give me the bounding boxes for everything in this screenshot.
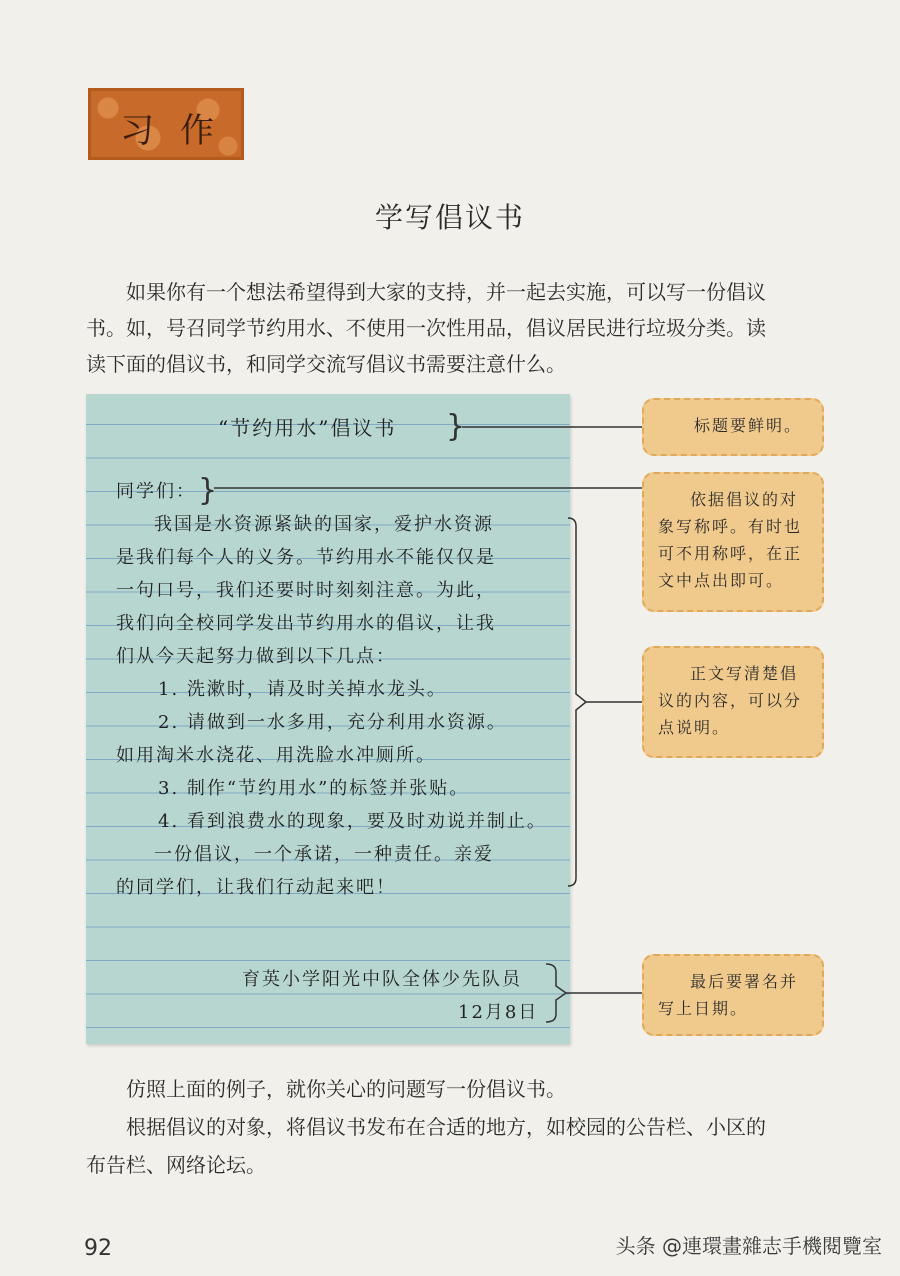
letter-body-line: 1. 洗漱时，请及时关掉水龙头。	[158, 679, 447, 700]
body-bracket	[568, 518, 586, 886]
salutation-bracket: }	[198, 473, 218, 508]
letter-body-line: 4. 看到浪费水的现象，要及时劝说并制止。	[158, 811, 547, 832]
letter-signature: 育英小学阳光中队全体少先队员	[242, 969, 522, 990]
letter-body-line: 们从今天起努力做到以下几点：	[116, 646, 396, 667]
section-badge-label: 习作	[120, 111, 240, 151]
title-bracket: }	[446, 409, 466, 444]
note-salutation: 依据倡议的对 象写称呼。有时也 可不用称呼，在正 文中点出即可。	[642, 472, 824, 612]
outro-paragraph-1: 仿照上面的例子，就你关心的问题写一份倡议书。	[126, 1077, 566, 1101]
intro-line-2: 书。如，号召同学节约用水、不使用一次性用品，倡议居民进行垃圾分类。读	[86, 316, 766, 340]
note-title: 标题要鲜明。	[642, 398, 824, 456]
note-body: 正文写清楚倡 议的内容，可以分 点说明。	[642, 646, 824, 758]
letter-body-line: 我国是水资源紧缺的国家，爱护水资源	[154, 514, 494, 535]
outro-paragraph-2: 根据倡议的对象，将倡议书发布在合适的地方，如校园的公告栏、小区的 布告栏、网络论坛。	[86, 1115, 766, 1177]
letter-date: 12月8日	[458, 1002, 539, 1023]
letter-body-line: 3. 制作“节约用水”的标签并张贴。	[158, 778, 470, 799]
page-title: 学写倡议书	[374, 201, 525, 234]
letter-body-line: 的同学们，让我们行动起来吧！	[116, 877, 396, 898]
letter-salutation: 同学们：	[116, 481, 196, 502]
letter-body-line: 一句口号，我们还要时时刻刻注意。为此，	[116, 580, 496, 601]
letter-body-line: 是我们每个人的义务。节约用水不能仅仅是	[116, 547, 496, 568]
letter-body-line: 一份倡议，一个承诺，一种责任。亲爱	[154, 844, 494, 865]
letter-body-line: 我们向全校同学发出节约用水的倡议，让我	[116, 613, 496, 634]
letter-body-line: 2. 请做到一水多用，充分利用水资源。	[158, 712, 507, 733]
letter-title: “节约用水”倡议书	[218, 416, 397, 440]
watermark: 头条 @連環畫雜志手機閱覽室	[615, 1234, 882, 1258]
intro-paragraph	[86, 274, 846, 382]
letter-body-line: 如用淘米水浇花、用洗脸水冲厕所。	[116, 745, 436, 766]
note-signature: 最后要署名并 写上日期。	[642, 954, 824, 1036]
page-number: 92	[84, 1236, 112, 1261]
intro-line-3: 读下面的倡议书，和同学交流写倡议书需要注意什么。	[86, 352, 566, 376]
intro-line-1: 如果你有一个想法希望得到大家的支持，并一起去实施，可以写一份倡议	[126, 280, 766, 304]
